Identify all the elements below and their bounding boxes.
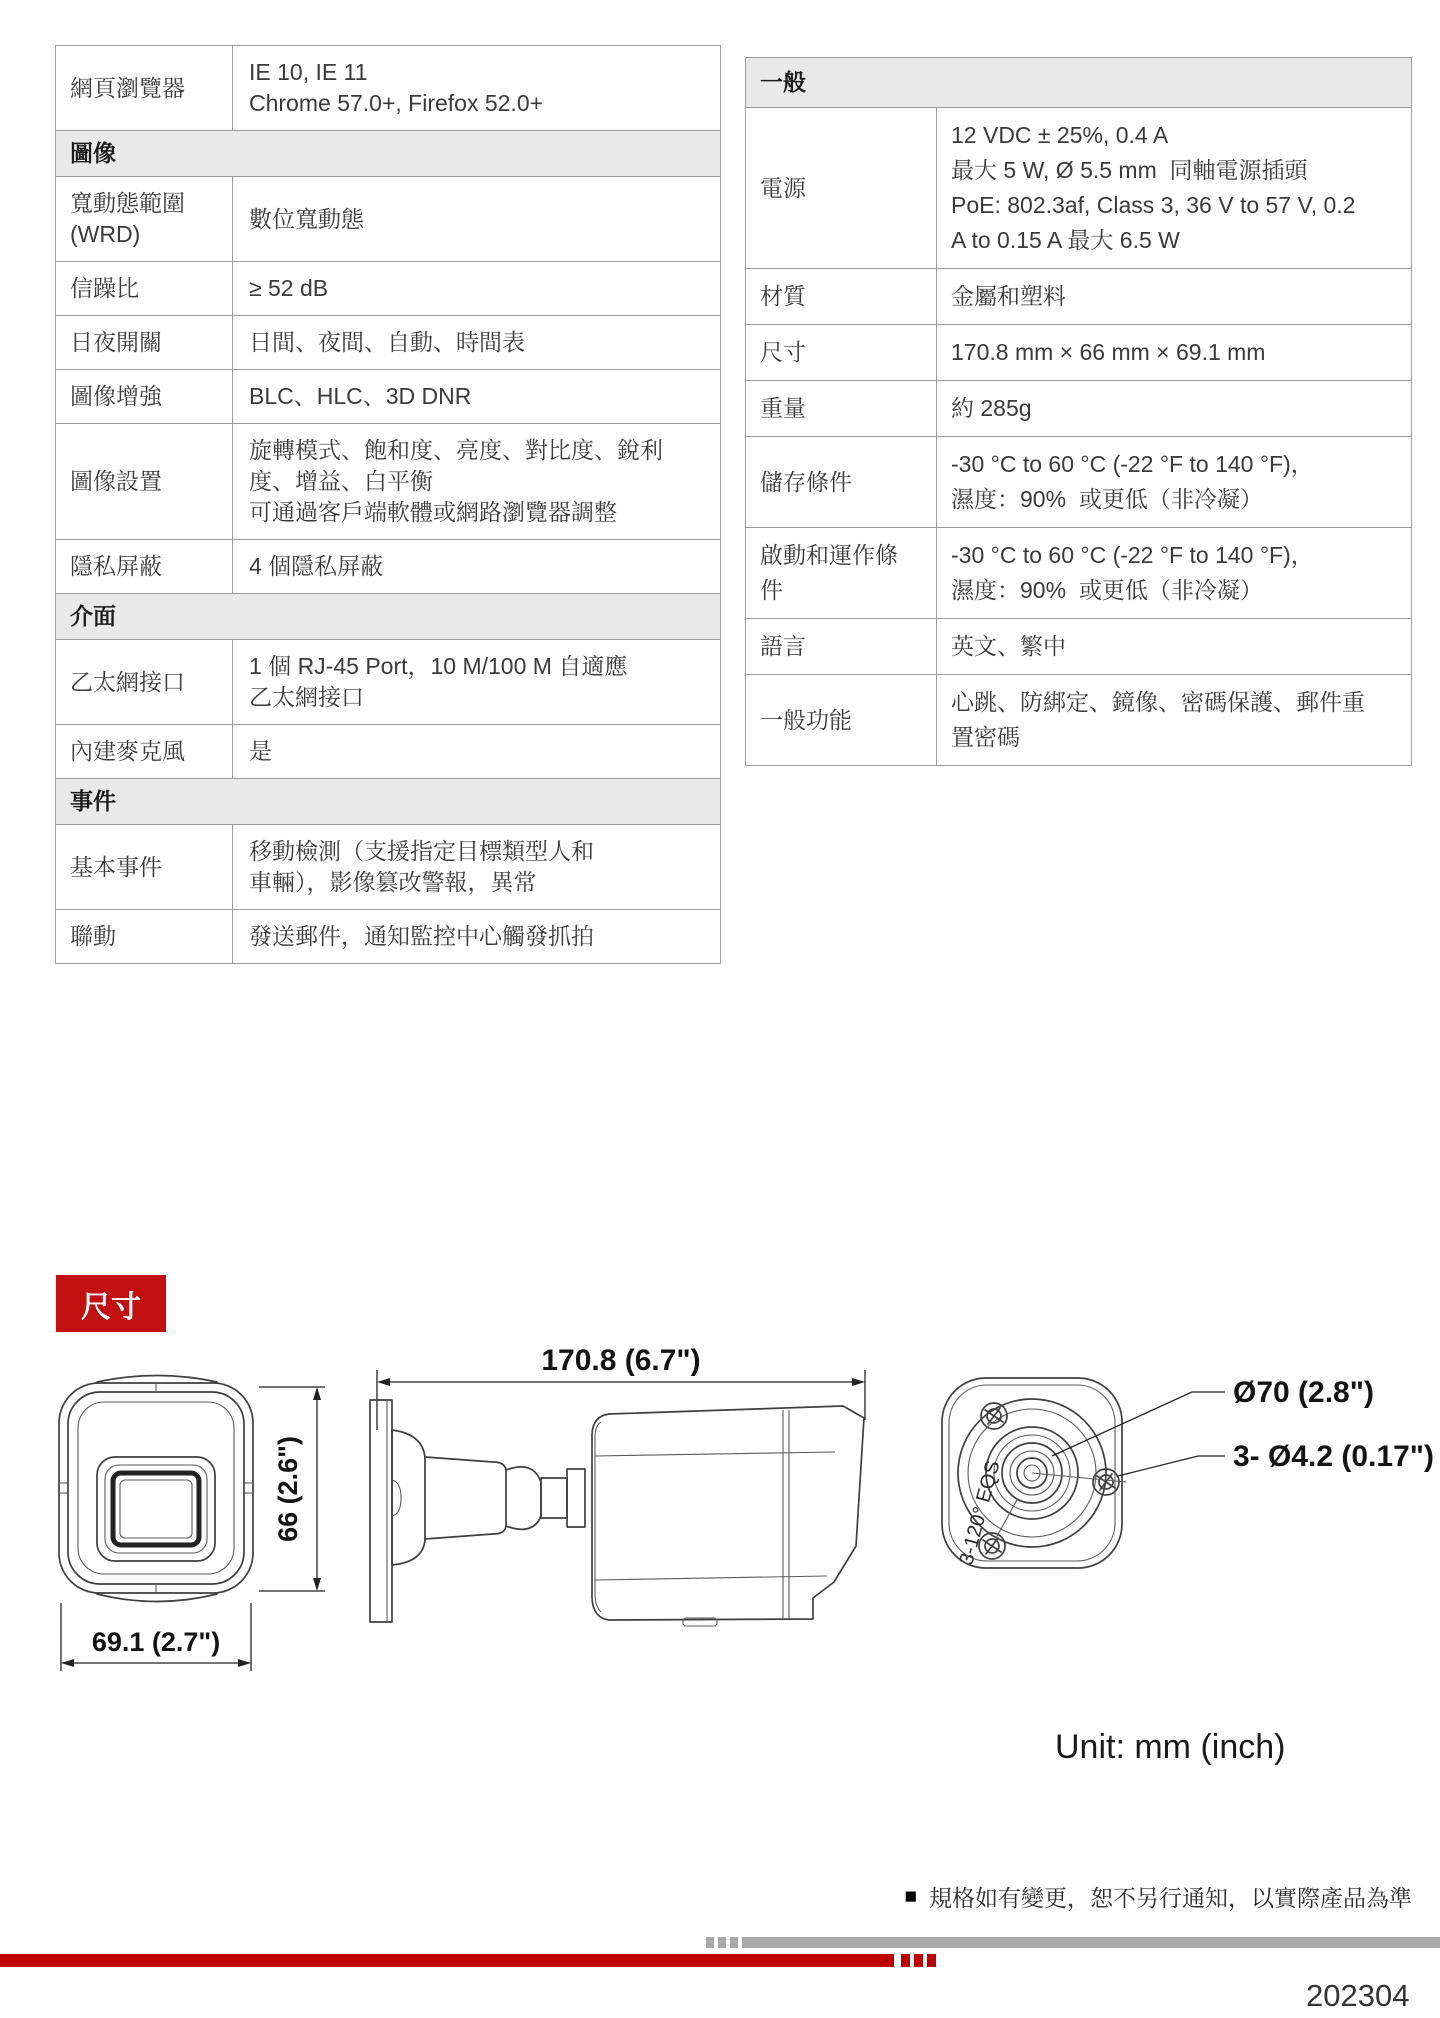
table-row [746,325,1412,381]
spec-value [937,675,1412,766]
side-length-label: 170.8 (6.7") [541,1344,701,1377]
spec-value-line: 可通過客戶端軟體或網路瀏覽器調整 [249,499,617,525]
side-view-drawing [365,1330,885,1660]
document-code: 202304 [1306,1978,1410,2013]
rear-note-label: 3-120° EQS [955,1458,1005,1568]
table-row [56,825,721,910]
spec-table-left [55,45,721,964]
spec-label: 內建麥克風 [56,725,233,779]
spec-label: 網頁瀏覽器 [56,46,233,131]
spec-value-line: Chrome 57.0+, Firefox 52.0+ [249,90,544,116]
spec-value-line: 1 個 RJ-45 Port，10 M/100 M 自適應 [249,653,628,679]
front-view-drawing [45,1365,335,1685]
spec-value-line: IE 10, IE 11 [249,59,368,85]
section-title: 事件 [56,779,721,825]
table-row [746,108,1412,269]
table-row [746,675,1412,766]
spec-value [937,528,1412,619]
spec-value [233,177,721,262]
table-row [746,619,1412,675]
spec-value [233,316,721,370]
spec-value-line: PoE: 802.3af, Class 3, 36 V to 57 V, 0.2 [951,192,1356,218]
spec-value [233,262,721,316]
table-row [56,640,721,725]
rear-diameter-label: Ø70 (2.8") [1233,1376,1374,1409]
spec-value-line: 車輛），影像篡改警報，異常 [249,869,537,895]
footer-gray-square [718,1937,726,1948]
spec-value-line: A to 0.15 A 最大 6.5 W [951,227,1180,253]
table-row [746,528,1412,619]
table-row [56,46,721,131]
footer-red-square [901,1954,910,1967]
spec-value [937,269,1412,325]
section-header-row [56,594,721,640]
spec-value [937,619,1412,675]
section-header-row [56,131,721,177]
spec-label: 儲存條件 [746,437,937,528]
front-height-label: 66 (2.6") [273,1436,303,1542]
spec-label: 乙太網接口 [56,640,233,725]
section-header-row [56,779,721,825]
table-row [56,177,721,262]
section-title: 一般 [746,58,1412,108]
spec-value [233,424,721,540]
spec-label: 聯動 [56,910,233,964]
spec-label: 電源 [746,108,937,269]
spec-value-line: 移動檢測（支援指定目標類型人和 [249,838,594,864]
spec-value-line: 4 個隱私屏蔽 [249,553,384,579]
spec-value-line: 數位寬動態 [249,205,364,232]
spec-value [233,725,721,779]
spec-value-line: 170.8 mm × 66 mm × 69.1 mm [951,339,1266,365]
spec-value-line: 旋轉模式、飽和度、亮度、對比度、銳利 [249,437,663,463]
front-width-label: 69.1 (2.7") [91,1627,221,1657]
footer-gray-square [730,1937,738,1948]
spec-value [937,437,1412,528]
spec-value-line: 金屬和塑料 [951,283,1066,309]
section-title: 圖像 [56,131,721,177]
spec-value [937,325,1412,381]
spec-label: 日夜開關 [56,316,233,370]
spec-value [233,540,721,594]
spec-value-line: BLC、HLC、3D DNR [249,383,472,409]
disclaimer [904,1880,1412,1913]
spec-label: 重量 [746,381,937,437]
spec-value-line: 英文、繁中 [951,633,1066,659]
footer-red-square [914,1954,923,1967]
spec-value-line: 是 [249,738,272,764]
table-row [56,262,721,316]
spec-value [233,640,721,725]
spec-label: 材質 [746,269,937,325]
spec-value-line: 乙太網接口 [249,684,364,710]
spec-label: 啟動和運作條件 [746,528,937,619]
table-row [746,437,1412,528]
spec-table-right [745,57,1412,766]
table-row [746,381,1412,437]
spec-value-line: 置密碼 [951,724,1020,750]
spec-value-line: 日間、夜間、自動、時間表 [249,329,525,355]
dimensions-section-badge: 尺寸 [56,1275,166,1332]
spec-value-line: 心跳、防綁定、鏡像、密碼保護、郵件重 [951,689,1365,715]
rear-view-drawing [930,1368,1434,1628]
table-row [746,269,1412,325]
spec-value [937,108,1412,269]
unit-label: Unit: mm (inch) [1055,1728,1286,1766]
square-bullet-icon: ■ [904,1884,917,1908]
spec-label: 一般功能 [746,675,937,766]
spec-label: 圖像增強 [56,370,233,424]
table-row [56,370,721,424]
spec-label: 寬動態範圍 (WRD) [56,177,233,262]
spec-value-line: -30 °C to 60 °C (-22 °F to 140 °F)， [951,542,1314,568]
spec-value-line: 12 VDC ± 25%, 0.4 A [951,122,1169,148]
spec-value-line: 最大 5 W, Ø 5.5 mm 同軸電源插頭 [951,157,1308,183]
section-header-row [746,58,1412,108]
section-title: 介面 [56,594,721,640]
spec-label: 信躁比 [56,262,233,316]
table-row [56,540,721,594]
spec-value [937,381,1412,437]
spec-value [233,370,721,424]
spec-value-line: 濕度：90% 或更低（非冷凝） [951,577,1263,603]
table-row [56,725,721,779]
spec-value-line: 發送郵件，通知監控中心觸發抓拍 [249,923,594,949]
footer-red-bar [0,1954,894,1967]
table-row [56,910,721,964]
spec-label: 基本事件 [56,825,233,910]
spec-label: 語言 [746,619,937,675]
footer-red-square [927,1954,936,1967]
spec-label: 隱私屏蔽 [56,540,233,594]
spec-value-line: 約 285g [951,395,1032,421]
spec-value [233,825,721,910]
spec-label: 尺寸 [746,325,937,381]
disclaimer-text: 規格如有變更，恕不另行通知，以實際產品為準 [929,1885,1412,1911]
spec-value [233,910,721,964]
table-row [56,316,721,370]
spec-value-line: -30 °C to 60 °C (-22 °F to 140 °F)， [951,451,1314,477]
footer-gray-bar [742,1937,1440,1948]
rear-holes-label: 3- Ø4.2 (0.17") [1233,1440,1434,1473]
spec-value [233,46,721,131]
table-row [56,424,721,540]
spec-value-line: 度、增益、白平衡 [249,468,433,494]
spec-value-line: 濕度：90% 或更低（非冷凝） [951,486,1263,512]
spec-label: 圖像設置 [56,424,233,540]
footer-gray-square [706,1937,714,1948]
spec-value-line: ≥ 52 dB [249,275,329,301]
